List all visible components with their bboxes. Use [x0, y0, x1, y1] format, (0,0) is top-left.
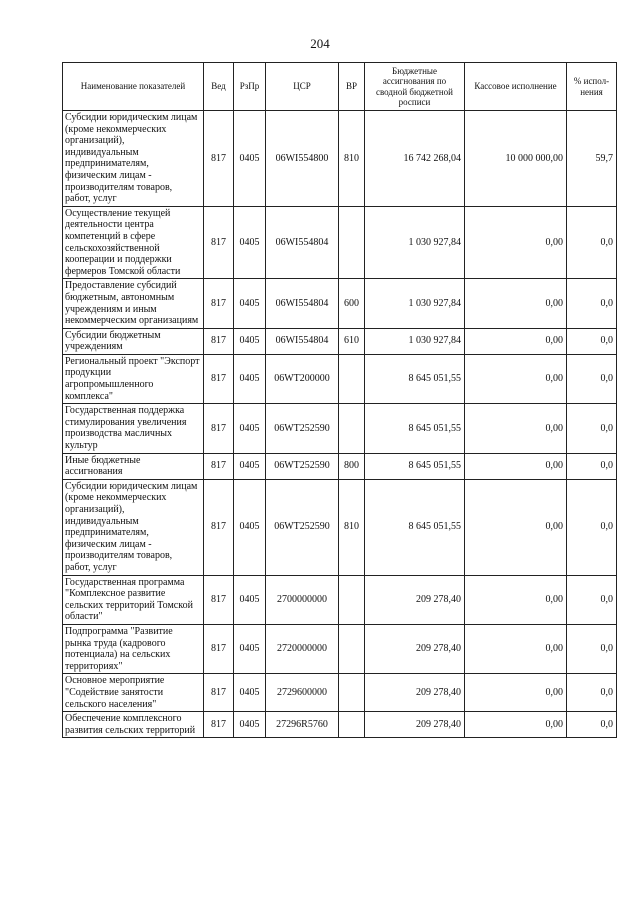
cell-ved: 817 [204, 575, 234, 624]
page-number: 204 [310, 36, 330, 51]
cell-pct: 0,0 [567, 453, 617, 479]
cell-cash: 0,00 [465, 674, 567, 712]
header-csr: ЦСР [266, 63, 339, 111]
cell-rzpr: 0405 [234, 328, 266, 354]
cell-cash: 0,00 [465, 453, 567, 479]
cell-budget: 8 645 051,55 [365, 404, 465, 453]
cell-pct: 0,0 [567, 624, 617, 673]
cell-ved: 817 [204, 674, 234, 712]
cell-name: Осуществление текущей деятельности центра компетенций в сфере сельскохозяйственной кооперации и поддержки фермеров Томской области [63, 206, 204, 279]
cell-csr: 2729600000 [266, 674, 339, 712]
cell-ved: 817 [204, 279, 234, 328]
cell-ved: 817 [204, 712, 234, 738]
cell-pct: 0,0 [567, 712, 617, 738]
cell-budget: 1 030 927,84 [365, 328, 465, 354]
cell-pct: 0,0 [567, 206, 617, 279]
cell-name: Субсидии юридическим лицам (кроме некоммерческих организаций), индивидуальным предпринимателям, физическим лицам - производителям товаров, работ, услуг [63, 479, 204, 575]
cell-pct: 59,7 [567, 111, 617, 207]
cell-cash: 10 000 000,00 [465, 111, 567, 207]
cell-cash: 0,00 [465, 206, 567, 279]
cell-rzpr: 0405 [234, 575, 266, 624]
cell-vr [339, 206, 365, 279]
table-row [63, 354, 617, 403]
header-name: Наименование показателей [63, 63, 204, 111]
table-row [63, 712, 617, 738]
cell-csr: 06WI554804 [266, 328, 339, 354]
header-cash: Кассовое исполнение [465, 63, 567, 111]
cell-ved: 817 [204, 328, 234, 354]
cell-name: Основное мероприятие "Содействие занятости сельского населения" [63, 674, 204, 712]
cell-name: Субсидии бюджетным учреждениям [63, 328, 204, 354]
cell-csr: 06WT252590 [266, 479, 339, 575]
cell-vr: 800 [339, 453, 365, 479]
cell-ved: 817 [204, 354, 234, 403]
cell-rzpr: 0405 [234, 624, 266, 673]
table-row [63, 328, 617, 354]
cell-rzpr: 0405 [234, 712, 266, 738]
cell-csr: 06WI554804 [266, 206, 339, 279]
cell-pct: 0,0 [567, 328, 617, 354]
header-pct: % испол-нения [567, 63, 617, 111]
cell-name: Региональный проект "Экспорт продукции агропромышленного комплекса" [63, 354, 204, 403]
cell-cash: 0,00 [465, 354, 567, 403]
cell-budget: 209 278,40 [365, 575, 465, 624]
cell-csr: 06WI554804 [266, 279, 339, 328]
cell-rzpr: 0405 [234, 279, 266, 328]
cell-vr [339, 404, 365, 453]
cell-csr: 06WT252590 [266, 453, 339, 479]
cell-cash: 0,00 [465, 712, 567, 738]
cell-ved: 817 [204, 479, 234, 575]
cell-pct: 0,0 [567, 354, 617, 403]
cell-rzpr: 0405 [234, 674, 266, 712]
cell-cash: 0,00 [465, 404, 567, 453]
cell-vr [339, 354, 365, 403]
cell-budget: 1 030 927,84 [365, 206, 465, 279]
cell-ved: 817 [204, 453, 234, 479]
table-row [63, 453, 617, 479]
cell-rzpr: 0405 [234, 404, 266, 453]
cell-pct: 0,0 [567, 479, 617, 575]
table-header-row [63, 63, 617, 111]
header-rzpr: РзПр [234, 63, 266, 111]
cell-vr [339, 674, 365, 712]
cell-name: Обеспечение комплексного развития сельских территорий [63, 712, 204, 738]
cell-budget: 8 645 051,55 [365, 453, 465, 479]
cell-csr: 06WT200000 [266, 354, 339, 403]
cell-rzpr: 0405 [234, 479, 266, 575]
cell-cash: 0,00 [465, 624, 567, 673]
cell-budget: 1 030 927,84 [365, 279, 465, 328]
cell-budget: 209 278,40 [365, 712, 465, 738]
cell-cash: 0,00 [465, 575, 567, 624]
cell-pct: 0,0 [567, 404, 617, 453]
cell-budget: 209 278,40 [365, 624, 465, 673]
cell-vr [339, 575, 365, 624]
cell-rzpr: 0405 [234, 206, 266, 279]
cell-pct: 0,0 [567, 674, 617, 712]
cell-budget: 8 645 051,55 [365, 354, 465, 403]
cell-name: Подпрограмма "Развитие рынка труда (кадрового потенциала) на сельских территориях" [63, 624, 204, 673]
cell-csr: 2720000000 [266, 624, 339, 673]
cell-ved: 817 [204, 404, 234, 453]
cell-csr: 06WT252590 [266, 404, 339, 453]
cell-name: Предоставление субсидий бюджетным, автономным учреждениям и иным некоммерческим организациям [63, 279, 204, 328]
cell-ved: 817 [204, 206, 234, 279]
table-row [63, 624, 617, 673]
cell-vr [339, 624, 365, 673]
cell-cash: 0,00 [465, 279, 567, 328]
table-row [63, 206, 617, 279]
table-row [63, 404, 617, 453]
cell-budget: 209 278,40 [365, 674, 465, 712]
header-vr: ВР [339, 63, 365, 111]
cell-csr: 2700000000 [266, 575, 339, 624]
cell-vr: 600 [339, 279, 365, 328]
cell-cash: 0,00 [465, 479, 567, 575]
cell-name: Государственная программа "Комплексное развитие сельских территорий Томской области" [63, 575, 204, 624]
cell-vr [339, 712, 365, 738]
table-row [63, 479, 617, 575]
cell-name: Иные бюджетные ассигнования [63, 453, 204, 479]
table-row [63, 279, 617, 328]
cell-rzpr: 0405 [234, 354, 266, 403]
cell-rzpr: 0405 [234, 453, 266, 479]
table-row [63, 111, 617, 207]
cell-vr: 810 [339, 479, 365, 575]
header-budget: Бюджетные ассигнования по сводной бюджетной росписи [365, 63, 465, 111]
cell-csr: 06WI554800 [266, 111, 339, 207]
cell-budget: 8 645 051,55 [365, 479, 465, 575]
table-row [63, 575, 617, 624]
cell-vr: 610 [339, 328, 365, 354]
header-ved: Вед [204, 63, 234, 111]
cell-ved: 817 [204, 624, 234, 673]
table-row [63, 674, 617, 712]
cell-cash: 0,00 [465, 328, 567, 354]
cell-ved: 817 [204, 111, 234, 207]
cell-rzpr: 0405 [234, 111, 266, 207]
cell-name: Субсидии юридическим лицам (кроме некоммерческих организаций), индивидуальным предпринимателям, физическим лицам - производителям товаров, работ, услуг [63, 111, 204, 207]
cell-csr: 27296R5760 [266, 712, 339, 738]
cell-budget: 16 742 268,04 [365, 111, 465, 207]
cell-vr: 810 [339, 111, 365, 207]
cell-name: Государственная поддержка стимулирования увеличения производства масличных культур [63, 404, 204, 453]
cell-pct: 0,0 [567, 575, 617, 624]
cell-pct: 0,0 [567, 279, 617, 328]
budget-table [62, 62, 617, 738]
